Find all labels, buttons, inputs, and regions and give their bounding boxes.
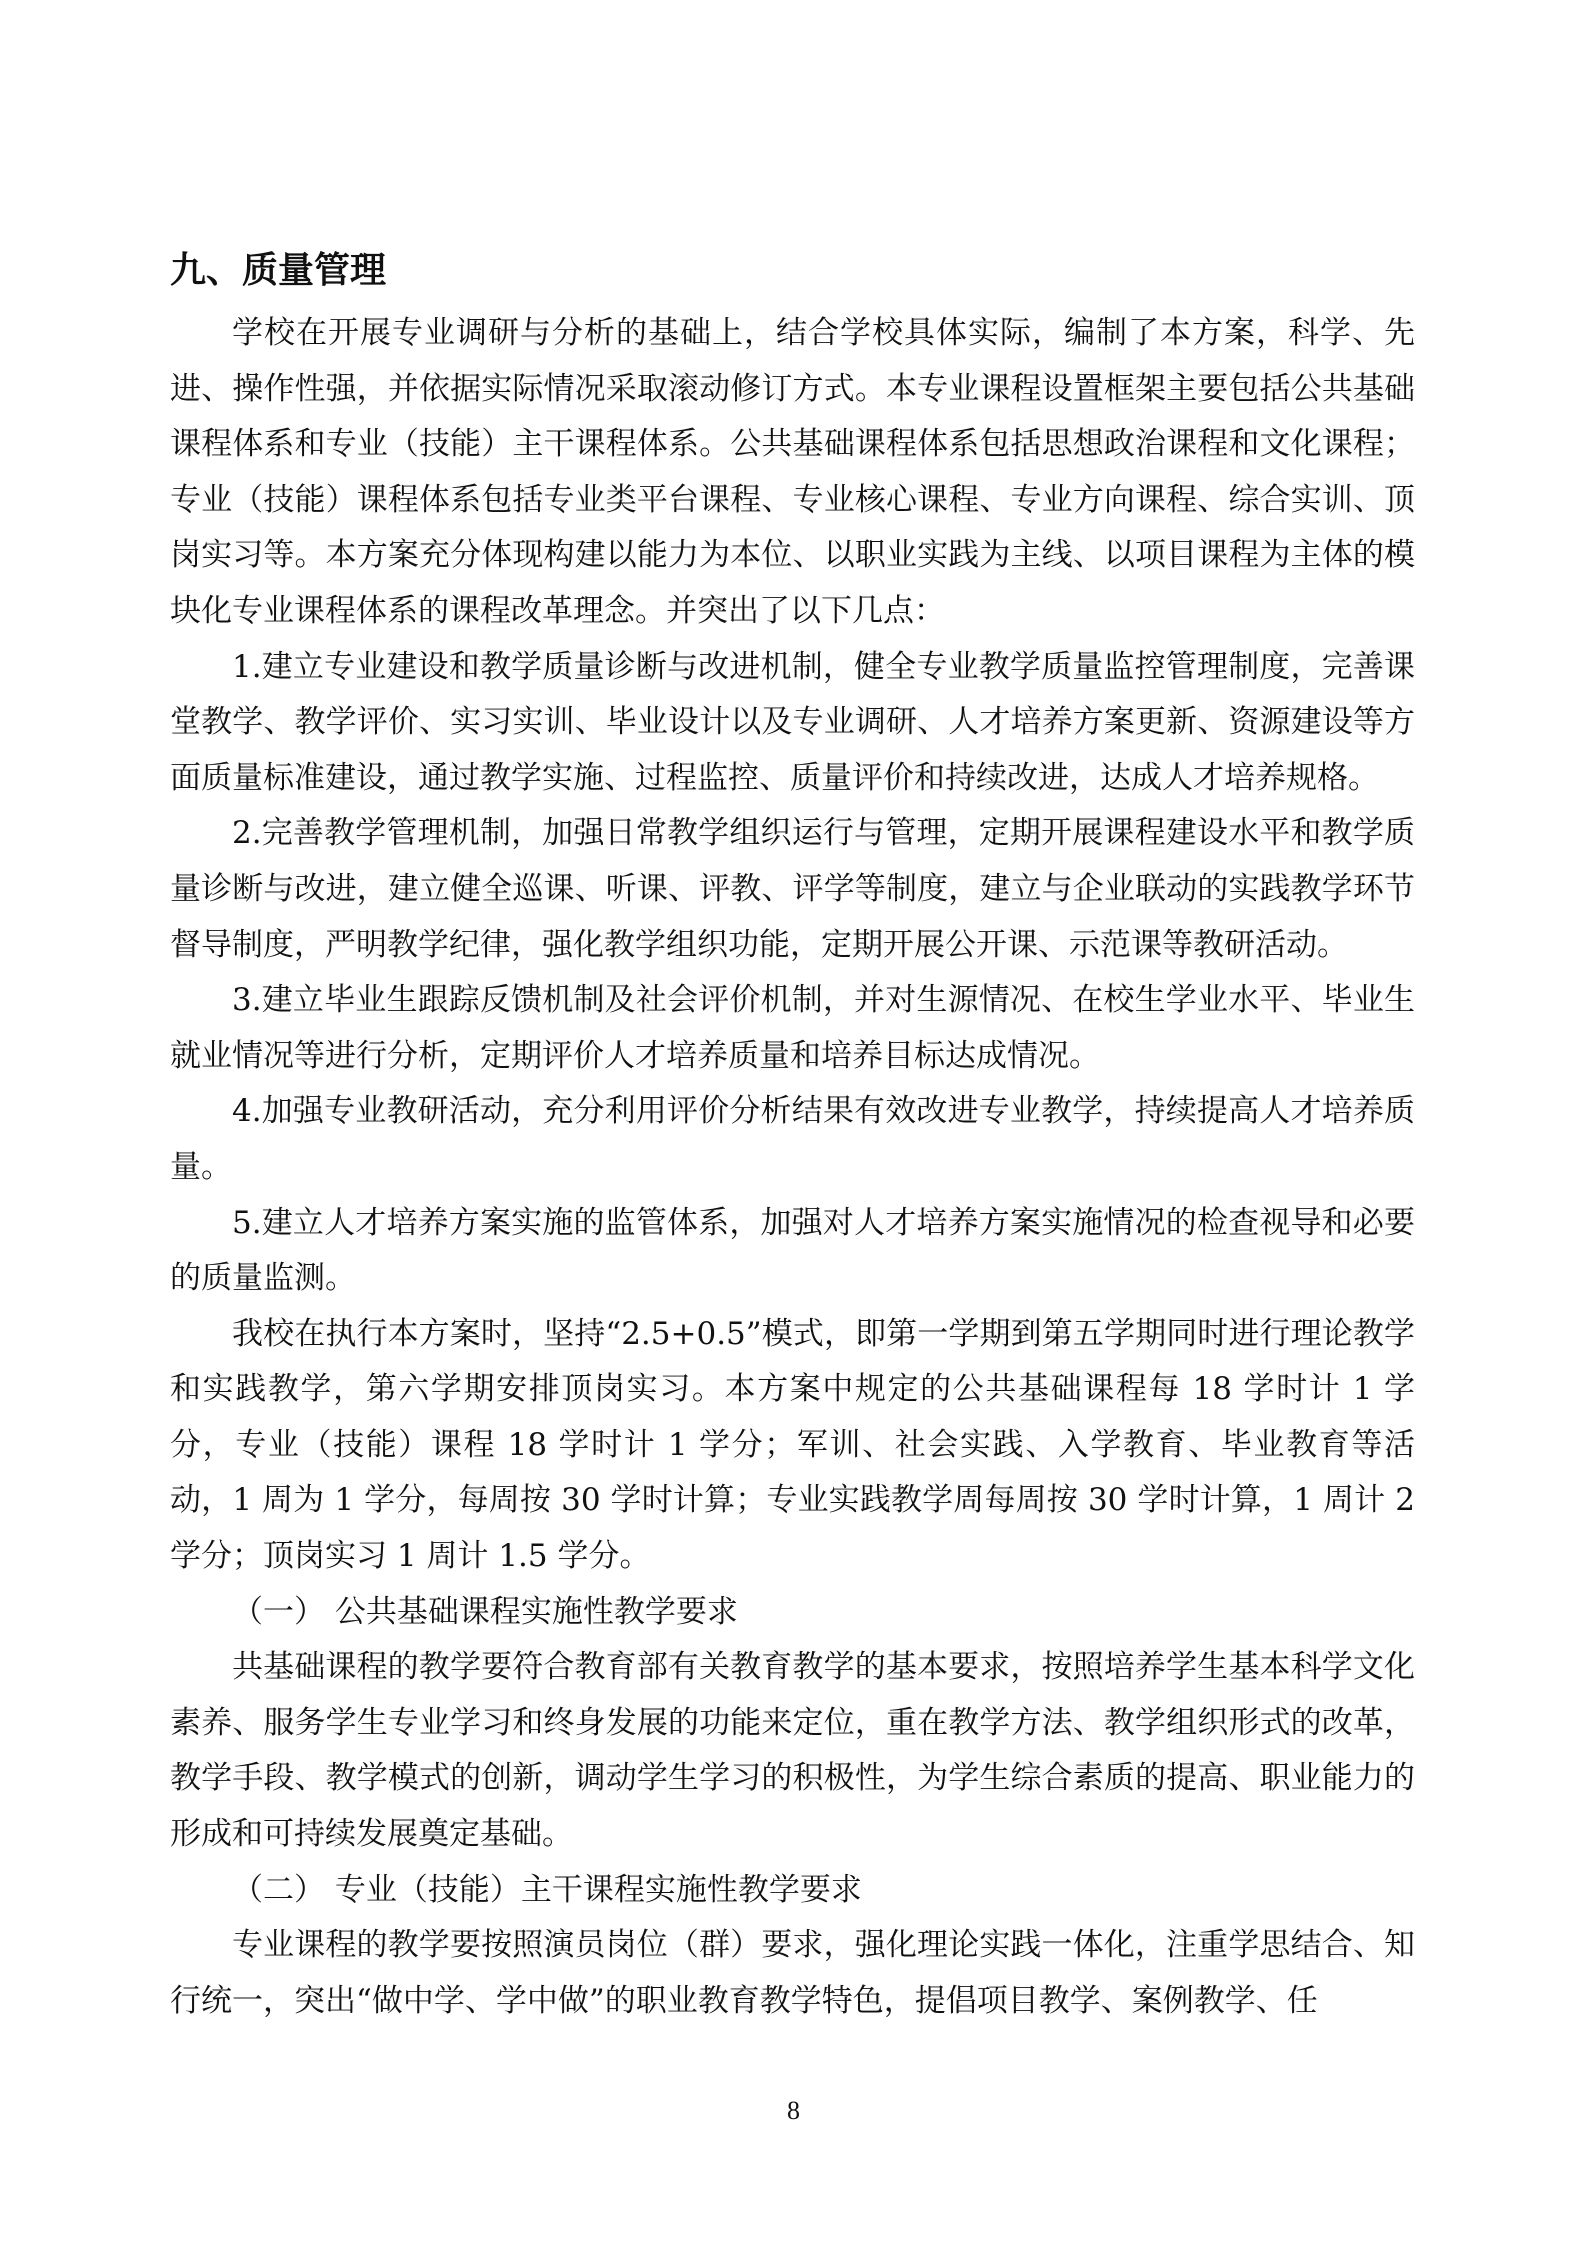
paragraph-implementation: 我校在执行本方案时，坚持“2.5+0.5”模式，即第一学期到第五学期同时进行理论教学和实践教学，第六学期安排顶岗实习。本方案中规定的公共基础课程每 18 学时计 1 学分，专业（技能）课程 18 学时计 1 学分；军训、社会实践、入学教育、毕业教育等活动，1 周为 1 学分，每周按 30 学时计算；专业实践教学周每周按 30 学时计算，1 周计 2 学分；顶岗实习 1 周计 1.5 学分。 <box>170 1315 1415 1575</box>
paragraph-item-2: 2.完善教学管理机制，加强日常教学组织运行与管理，定期开展课程建设水平和教学质量诊断与改进，建立健全巡课、听课、评教、评学等制度，建立与企业联动的实践教学环节督导制度，严明教学纪律，强化教学组织功能，定期开展公开课、示范课等教研活动。 <box>170 815 1415 963</box>
subsection-heading-professional-courses: （二） 专业（技能）主干课程实施性教学要求 <box>232 1871 862 1908</box>
paragraph-item-5: 5.建立人才培养方案实施的监管体系，加强对人才培养方案实施情况的检查视导和必要的质量监测。 <box>170 1204 1415 1297</box>
section-heading: 九、质量管理 <box>170 249 387 291</box>
subsection-text-public-courses: 共基础课程的教学要符合教育部有关教育教学的基本要求，按照培养学生基本科学文化素养、服务学生专业学习和终身发展的功能来定位，重在教学方法、教学组织形式的改革，教学手段、教学模式的创新，调动学生学习的积极性，为学生综合素质的提高、职业能力的形成和可持续发展奠定基础。 <box>170 1649 1415 1853</box>
subsection-text-professional-courses: 专业课程的教学要按照演员岗位（群）要求，强化理论实践一体化，注重学思结合、知行统一，突出“做中学、学中做”的职业教育教学特色，提倡项目教学、案例教学、任 <box>170 1927 1415 2019</box>
paragraph-intro: 学校在开展专业调研与分析的基础上，结合学校具体实际，编制了本方案，科学、先进、操作性强，并依据实际情况采取滚动修订方式。本专业课程设置框架主要包括公共基础课程体系和专业（技能）主干课程体系。公共基础课程体系包括思想政治课程和文化课程；专业（技能）课程体系包括专业类平台课程、专业核心课程、专业方向课程、综合实训、顶岗实习等。本方案充分体现构建以能力为本位、以职业实践为主线、以项目课程为主体的模块化专业课程体系的课程改革理念。并突出了以下几点： <box>170 315 1415 629</box>
paragraph-item-3: 3.建立毕业生跟踪反馈机制及社会评价机制，并对生源情况、在校生学业水平、毕业生就业情况等进行分析，定期评价人才培养质量和培养目标达成情况。 <box>170 982 1415 1074</box>
paragraph-item-1: 1.建立专业建设和教学质量诊断与改进机制，健全专业教学质量监控管理制度，完善课堂教学、教学评价、实习实训、毕业设计以及专业调研、人才培养方案更新、资源建设等方面质量标准建设，通过教学实施、过程监控、质量评价和持续改进，达成人才培养规格。 <box>170 648 1415 796</box>
subsection-heading-public-courses: （一） 公共基础课程实施性教学要求 <box>232 1593 738 1630</box>
page-content <box>170 240 1415 2029</box>
paragraph-item-4: 4.加强专业教研活动，充分利用评价分析结果有效改进专业教学，持续提高人才培养质量。 <box>170 1093 1415 1185</box>
page-number: 8 <box>787 2096 800 2125</box>
